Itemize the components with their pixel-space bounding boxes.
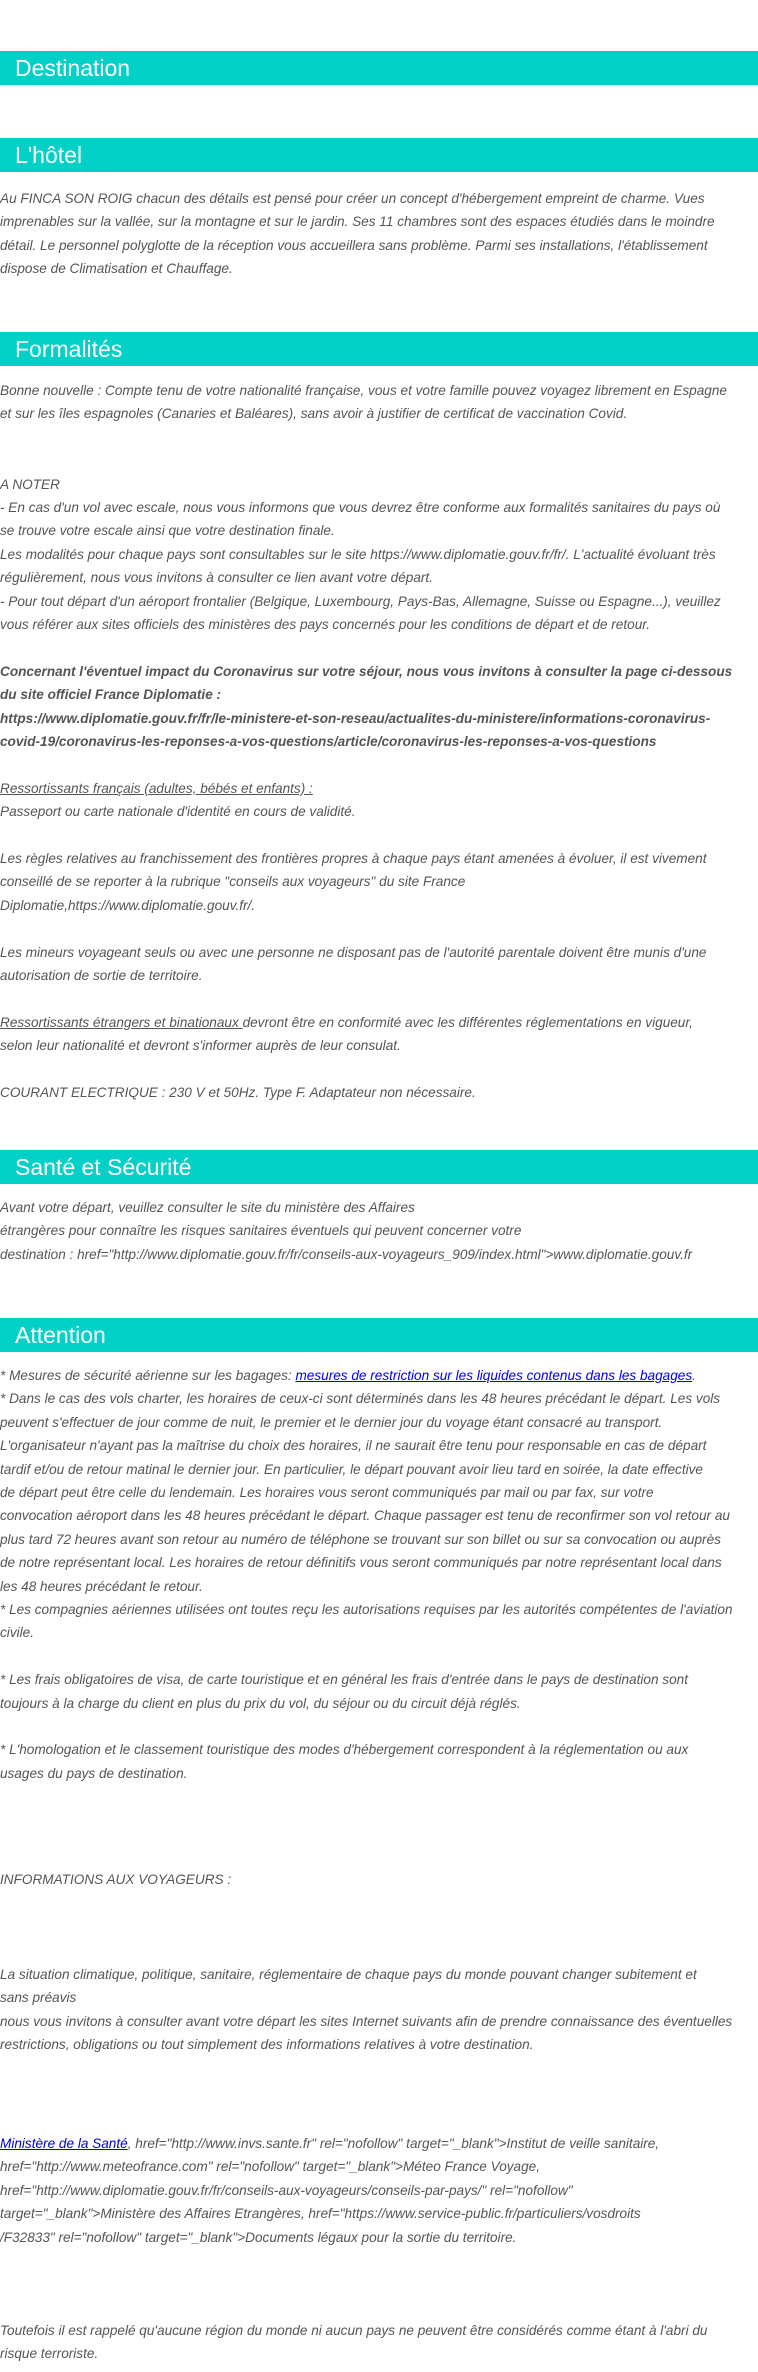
text-span: * Mesures de sécurité aérienne sur les bagages:	[0, 1368, 296, 1383]
text-line: autorisation de sortie de territoire.	[0, 968, 203, 984]
text-line: convocation aéroport dans les 48 heures précédant le départ. Chaque passager est tenu de reconfirmer son vol retour au	[0, 1508, 730, 1524]
text-line: * Les frais obligatoires de visa, de carte touristique et en général les frais d'entrée dans le pays de destination sont	[0, 1672, 688, 1688]
text-line: destination : href="http://www.diplomatie.gouv.fr/fr/conseils-aux-voyageurs_909/index.html">www.diplomatie.gouv.fr	[0, 1246, 693, 1262]
text-line: détail. Le personnel polyglotte de la réception vous accueillera sans problème. Parmi ses installations, l'établissement	[0, 237, 708, 253]
text-line: Toutefois il est rappelé qu'aucune région du monde ni aucun pays ne peuvent être considérés comme étant à l'abri du	[0, 2323, 708, 2338]
text-line: se trouve votre escale ainsi que votre destination finale.	[0, 523, 335, 539]
section-title: Formalités	[15, 336, 123, 362]
text-line: Au FINCA SON ROIG chacun des détails est pensé pour créer un concept d'hébergement empreint de charme. Vues	[0, 191, 705, 206]
covid-url-line: https://www.diplomatie.gouv.fr/fr/le-ministere-et-son-reseau/actualites-du-ministere/informations-coronavirus-	[0, 710, 711, 726]
text-line: Diplomatie,https://www.diplomatie.gouv.fr/.	[0, 897, 256, 913]
text-line: Passeport ou carte nationale d'identité en cours de validité.	[0, 804, 356, 820]
text-line: restrictions, obligations ou tout simplement des informations relatives à votre destination.	[0, 2037, 534, 2053]
text-line: La situation climatique, politique, sanitaire, réglementaire de chaque pays du monde pouvant changer subitement et	[0, 1967, 697, 1982]
text-span: devront être en conformité avec les différentes réglementations en vigueur,	[242, 1014, 693, 1030]
section-title: Destination	[15, 55, 131, 81]
text-line: Bonne nouvelle : Compte tenu de votre nationalité française, vous et votre famille pouvez voyagez librement en Espagne	[0, 383, 727, 398]
text-line: les 48 heures précédant le retour.	[0, 1578, 203, 1594]
covid-url-line: covid-19/coronavirus-les-reponses-a-vos-questions/article/coronavirus-les-reponses-a-vos-questions	[0, 734, 657, 750]
attention-content	[0, 1364, 758, 1785]
text-line: Les règles relatives au franchissement des frontières propres à chaque pays étant amenées à évoluer, il est vivement	[0, 851, 707, 867]
text-line: usages du pays de destination.	[0, 1765, 188, 1781]
text-line: sans préavis	[0, 1990, 77, 2006]
text-line: * Les compagnies aériennes utilisées ont toutes reçu les autorisations requises par les autorités compétentes de l'aviation	[0, 1602, 733, 1618]
section-header-formalites	[0, 332, 758, 366]
text-line: étrangères pour connaître les risques sanitaires éventuels qui peuvent concerner votre	[0, 1223, 522, 1239]
toutefois-content	[0, 2319, 758, 2366]
text-line: L'organisateur n'ayant pas la maîtrise du choix des horaires, il ne saurait être tenu pour responsable en cas de départ	[0, 1438, 707, 1454]
section-title: Attention	[15, 1322, 106, 1348]
text-line: * Dans le cas des vols charter, les horaires de ceux-ci sont déterminés dans les 48 heures précédant le départ. Les vols	[0, 1391, 721, 1407]
bagages-line	[0, 1364, 758, 1387]
text-line: Les mineurs voyageant seuls ou avec une personne ne disposant pas de l'autorité parentale doivent être munis d'une	[0, 944, 707, 960]
section-header-hotel	[0, 138, 758, 172]
text-line: imprenables sur la vallée, sur la montagne et sur le jardin. Ses 11 chambres sont des espaces étudiés dans le moindre	[0, 214, 715, 230]
text-line: Les modalités pour chaque pays sont consultables sur le site https://www.diplomatie.gouv.fr/fr/. L'actualité évoluant très	[0, 546, 716, 562]
covid-notice-line: Concernant l'éventuel impact du Coronavirus sur votre séjour, nous vous invitons à consulter la page ci-dessous	[0, 663, 733, 679]
text-line: /F32833" rel="nofollow" target="_blank">Documents légaux pour la sortie du territoire.	[0, 2229, 517, 2245]
hotel-description	[0, 187, 758, 281]
infos-voyageurs-title	[0, 1868, 758, 1891]
text-line: régulièrement, nous vous invitons à consulter ce lien avant votre départ.	[0, 570, 433, 586]
text-line: plus tard 72 heures avant son retour au numéro de téléphone se trouvant sur son billet ou sur sa convocation ou auprès	[0, 1531, 721, 1547]
text-line: href="http://www.meteofrance.com" rel="nofollow" target="_blank">Méteo France Voyage,	[0, 2159, 541, 2175]
note-title: A NOTER	[0, 476, 60, 492]
text-span: .	[692, 1368, 696, 1383]
text-span: , href="http://www.invs.sante.fr" rel="nofollow" target="_blank">Institut de veille sanitaire,	[127, 2136, 660, 2151]
sante-content	[0, 1196, 758, 1266]
text-line: * L'homologation et le classement touristique des modes d'hébergement correspondent à la réglementation ou aux	[0, 1742, 689, 1758]
text-line: conseillé de se reporter à la rubrique "conseils aux voyageurs" du site France	[0, 874, 466, 890]
text-line: target="_blank">Ministère des Affaires Etrangères, href="https://www.service-public.fr/particuliers/vosdroits	[0, 2206, 641, 2222]
situation-content	[0, 1963, 758, 2057]
formalites-content	[0, 379, 758, 1104]
ministere-content	[0, 2132, 758, 2249]
text-line: de notre représentant local. Les horaires de retour définitifs vous seront communiqués par notre représentant local dans	[0, 1555, 722, 1571]
ministere-sante-link[interactable]: Ministère de la Santé	[0, 2136, 128, 2151]
text-line: dispose de Climatisation et Chauffage.	[0, 261, 233, 277]
text-line: nous vous invitons à consulter avant votre départ les sites Internet suivants afin de prendre connaissance des éventuelles	[0, 2013, 733, 2029]
section-title: Santé et Sécurité	[15, 1154, 192, 1180]
section-title: L'hôtel	[15, 142, 83, 168]
text-line: de départ peut être celle du lendemain. Les horaires vous seront communiqués par mail ou par fax, sur votre	[0, 1485, 654, 1501]
text-line: toujours à la charge du client en plus du prix du vol, du séjour ou du circuit déjà réglés.	[0, 1695, 521, 1711]
covid-notice-line: du site officiel France Diplomatie :	[0, 687, 222, 703]
section-header-destination	[0, 51, 758, 85]
text-line: INFORMATIONS AUX VOYAGEURS :	[0, 1872, 232, 1887]
text-line: - En cas d'un vol avec escale, nous vous informons que vous devrez être conforme aux formalités sanitaires du pays où	[0, 500, 721, 515]
section-header-sante	[0, 1150, 758, 1184]
courant-electrique: COURANT ELECTRIQUE : 230 V et 50Hz. Type F. Adaptateur non nécessaire.	[0, 1085, 476, 1101]
liquides-restriction-link[interactable]: mesures de restriction sur les liquides contenus dans les bagages	[295, 1368, 693, 1383]
text-line: risque terroriste.	[0, 2346, 99, 2362]
section-header-attention	[0, 1318, 758, 1352]
text-line: href="http://www.diplomatie.gouv.fr/fr/conseils-aux-voyageurs/conseils-par-pays/" rel="nofollow"	[0, 2182, 573, 2198]
etrangers-title: Ressortissants étrangers et binationaux	[0, 1014, 243, 1030]
text-line: vous référer aux sites officiels des ministères des pays concernés pour les conditions de départ et de retour.	[0, 617, 651, 633]
text-line: selon leur nationalité et devront s'informer auprès de leur consulat.	[0, 1038, 401, 1054]
ministere-line	[0, 2132, 758, 2155]
text-line: tardif et/ou de retour matinal le dernier jour. En particulier, le départ pouvant avoir lieu tard en soirée, la date effective	[0, 1461, 703, 1477]
etrangers-line	[0, 1011, 758, 1034]
text-line: et sur les îles espagnoles (Canaries et Baléares), sans avoir à justifier de certificat de vaccination Covid.	[0, 406, 628, 422]
ressortissants-title: Ressortissants français (adultes, bébés et enfants) :	[0, 780, 313, 796]
text-line: Avant votre départ, veuillez consulter le site du ministère des Affaires	[0, 1200, 415, 1215]
text-line: peuvent s'effectuer de jour comme de nuit, le premier et le dernier jour du voyage étant consacré au transport.	[0, 1414, 663, 1430]
text-line: civile.	[0, 1625, 34, 1641]
text-line: - Pour tout départ d'un aéroport frontalier (Belgique, Luxembourg, Pays-Bas, Allemagne, Suisse ou Espagne...), veuillez	[0, 593, 721, 609]
